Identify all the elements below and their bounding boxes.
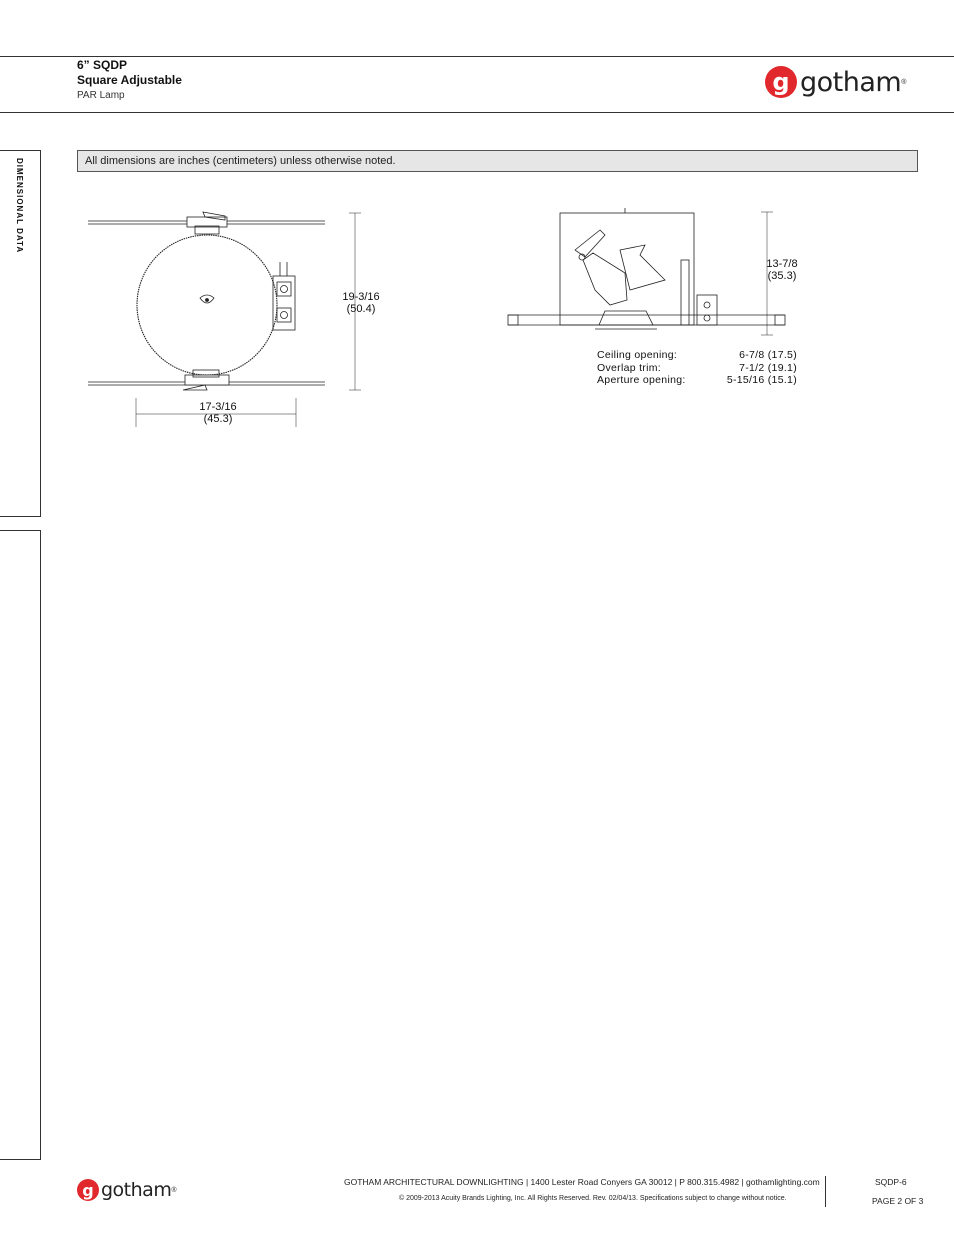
header-top-rule bbox=[0, 56, 954, 57]
gotham-g-icon: g bbox=[77, 1179, 99, 1201]
plan-height-dimension bbox=[336, 291, 386, 315]
footer-page-number: PAGE 2 OF 3 bbox=[872, 1196, 924, 1206]
elevation-height-dimension bbox=[758, 258, 806, 282]
product-title bbox=[77, 58, 182, 103]
spec-value: 5-15/16 (15.1) bbox=[726, 374, 797, 386]
gotham-logo-footer bbox=[77, 1179, 177, 1201]
spec-value: 6-7/8 (17.5) bbox=[739, 349, 797, 361]
registered-mark: ® bbox=[171, 1186, 177, 1194]
dim-centimeters: (45.3) bbox=[203, 413, 233, 425]
spec-value: 7-1/2 (19.1) bbox=[739, 361, 797, 374]
dim-inches: 13-7/8 bbox=[766, 258, 798, 270]
registered-mark: ® bbox=[901, 78, 907, 86]
gotham-wordmark: gotham bbox=[101, 1179, 172, 1201]
spec-label: Aperture opening: bbox=[597, 374, 686, 386]
product-name: Square Adjustable bbox=[77, 73, 182, 87]
dim-inches: 17-3/16 bbox=[199, 401, 237, 413]
footer-divider bbox=[825, 1176, 826, 1207]
dim-centimeters: (50.4) bbox=[346, 303, 376, 315]
footer-address: GOTHAM ARCHITECTURAL DOWNLIGHTING | 1400 Lester Road Conyers GA 30012 | P 800.315.4982 | gothamlighting.com bbox=[344, 1177, 820, 1187]
opening-specs bbox=[597, 349, 797, 387]
spec-row-aperture bbox=[597, 374, 797, 387]
product-model: 6” SQDP bbox=[77, 58, 128, 72]
plan-view-drawing bbox=[75, 200, 405, 435]
plan-width-dimension bbox=[193, 401, 243, 425]
footer-copyright: © 2009-2013 Acuity Brands Lighting, Inc. All Rights Reserved. Rev. 02/04/13. Specifications subject to change without notice. bbox=[399, 1195, 787, 1202]
gotham-logo-header bbox=[765, 66, 906, 98]
dim-centimeters: (35.3) bbox=[767, 270, 797, 282]
footer-product-code: SQDP-6 bbox=[875, 1177, 907, 1187]
gotham-wordmark: gotham bbox=[800, 66, 902, 98]
spec-row-ceiling bbox=[597, 349, 797, 362]
dim-inches: 19-3/16 bbox=[342, 291, 380, 303]
product-lamp: PAR Lamp bbox=[77, 90, 125, 101]
spec-label: Ceiling opening: bbox=[597, 349, 678, 361]
spec-label: Overlap trim: bbox=[597, 361, 661, 374]
side-tab-label: DIMENSIONAL DATA bbox=[15, 158, 24, 254]
side-tab-blank bbox=[0, 530, 41, 1160]
dimension-note: All dimensions are inches (centimeters) unless otherwise noted. bbox=[77, 150, 918, 172]
spec-row-overlap bbox=[597, 362, 797, 375]
header-bottom-rule bbox=[0, 112, 954, 113]
gotham-g-icon: g bbox=[765, 66, 797, 98]
